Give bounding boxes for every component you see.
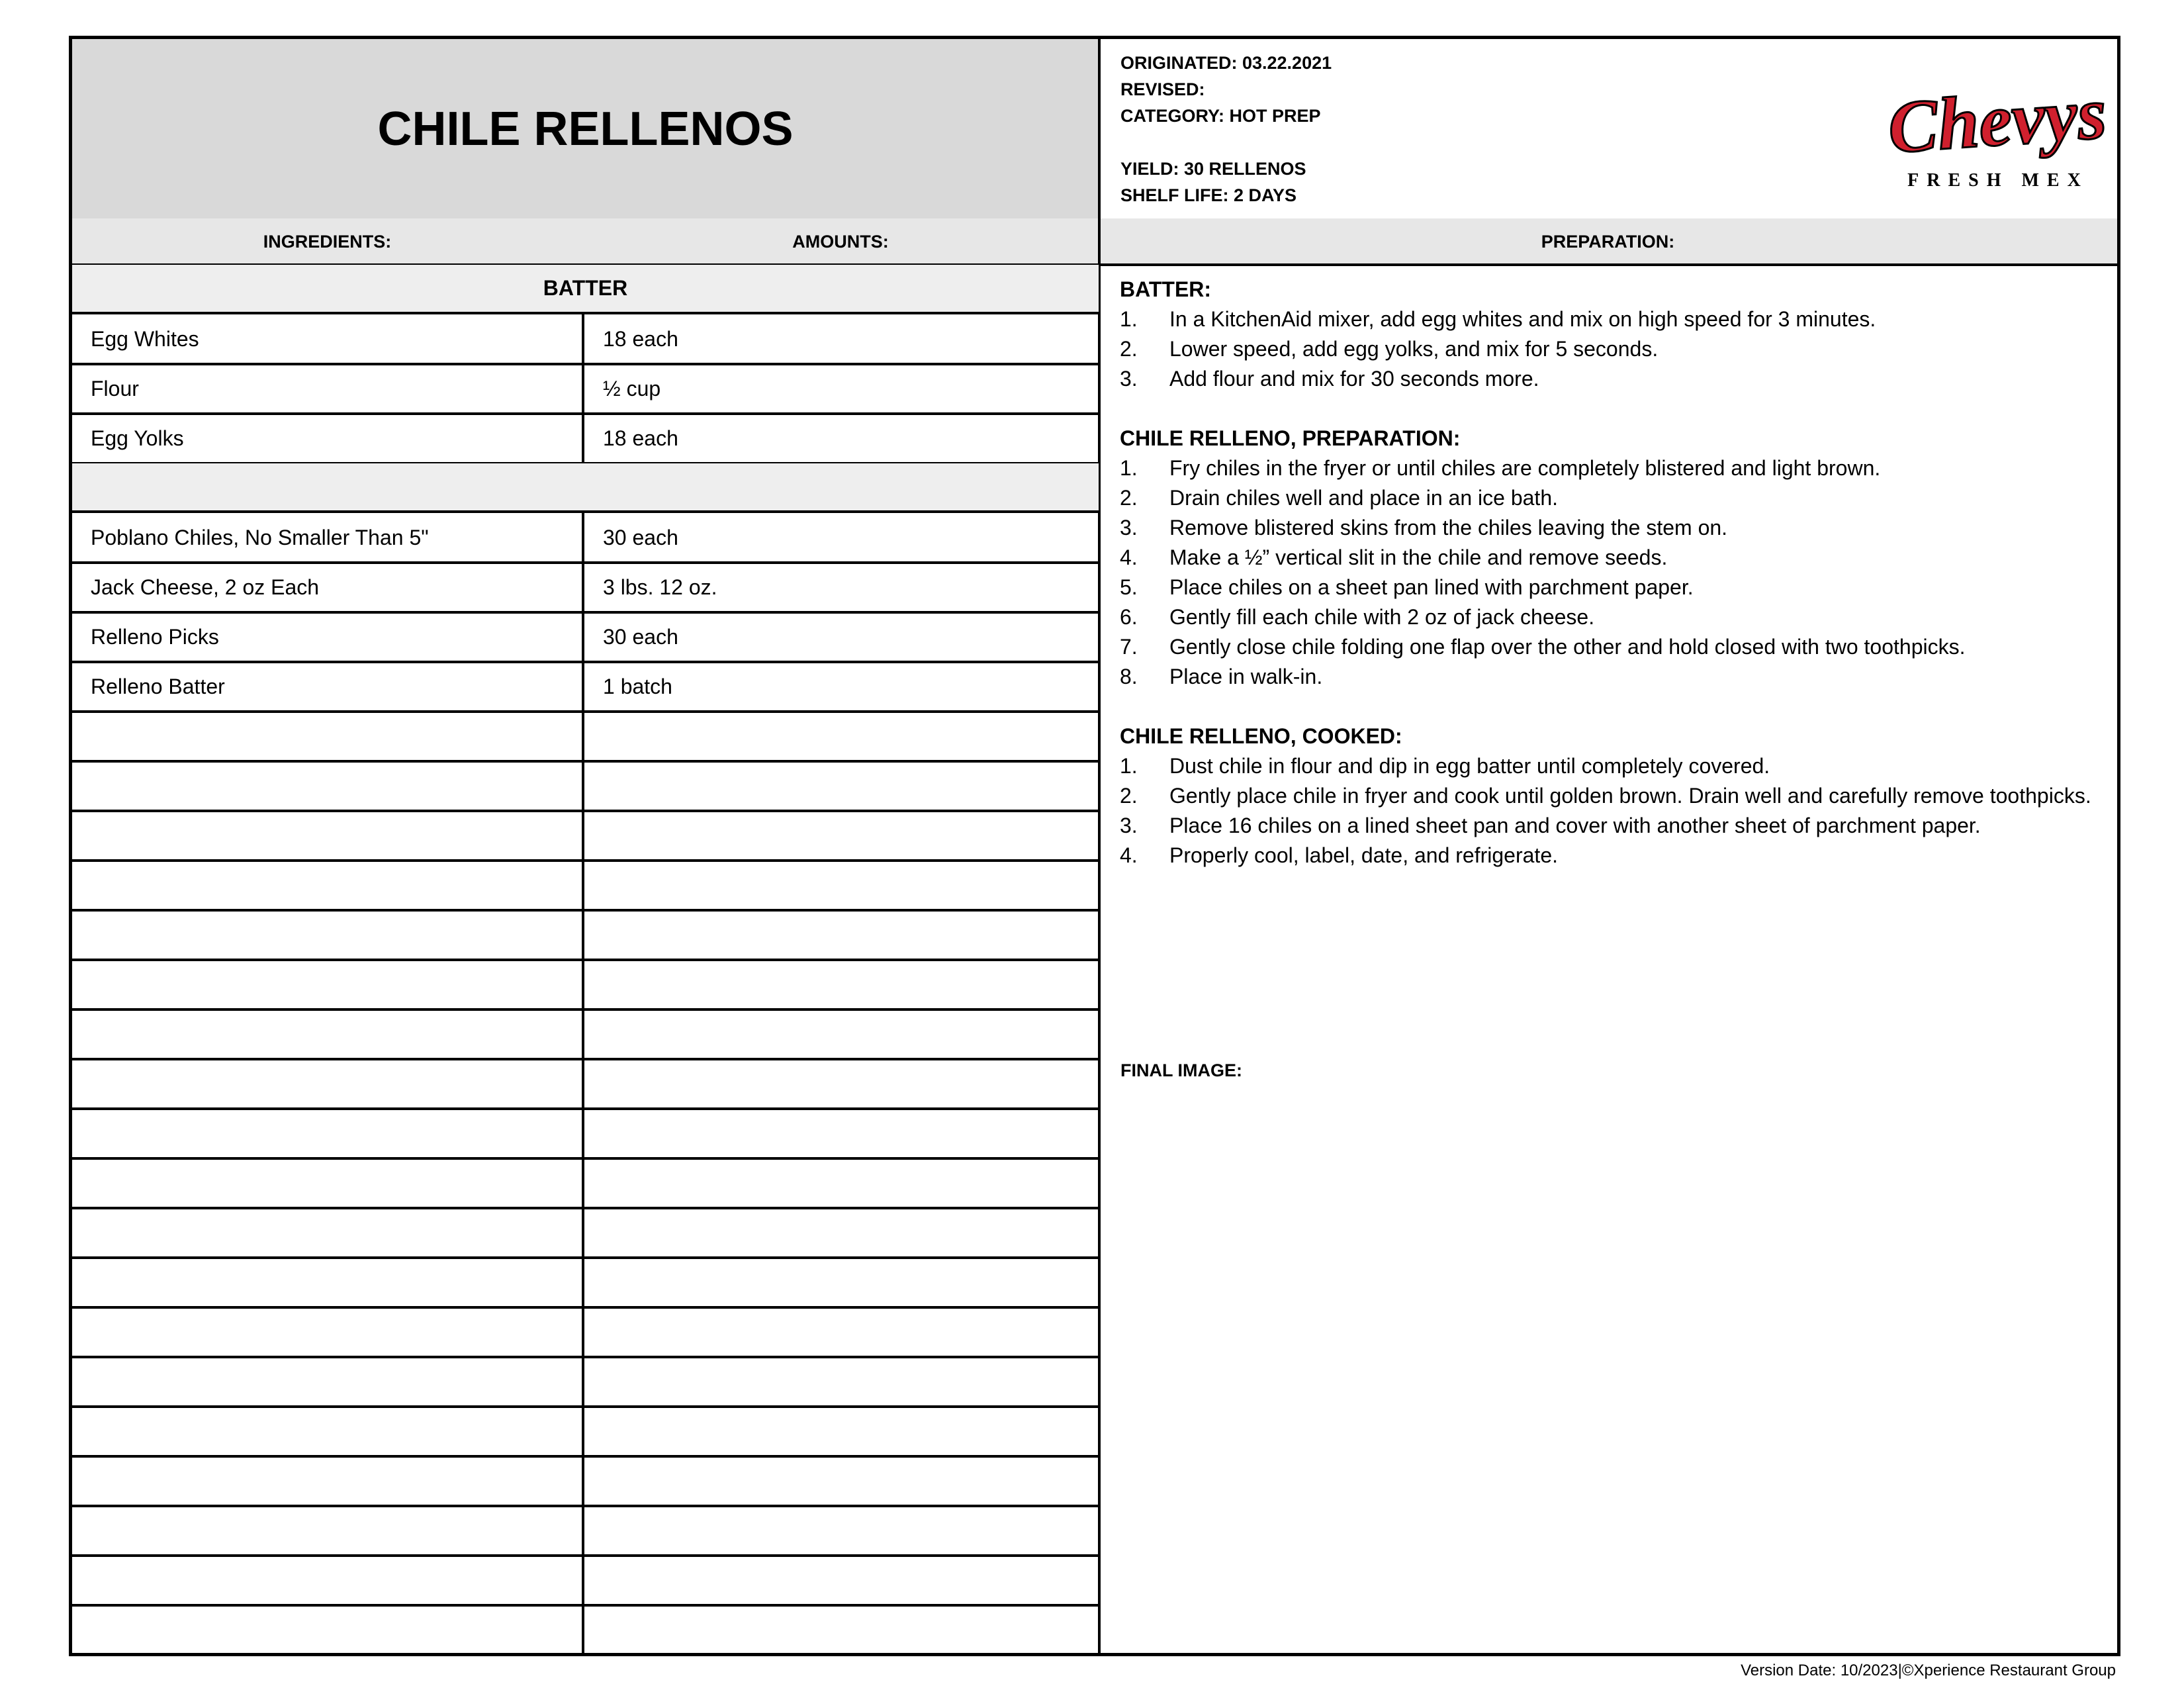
step-number: 8.	[1120, 665, 1138, 688]
step-number: 2.	[1120, 337, 1138, 361]
step-text: Drain chiles well and place in an ice bath.	[1169, 486, 1558, 510]
preparation-steps	[1120, 275, 2099, 870]
prep-step	[1120, 632, 2099, 662]
chevys-logo	[1886, 66, 2109, 224]
prep-step	[1120, 662, 2099, 692]
step-text: Add flour and mix for 30 seconds more.	[1169, 367, 1539, 391]
prep-step	[1120, 573, 2099, 602]
ingredient-name: Flour	[91, 377, 139, 400]
prep-step	[1120, 543, 2099, 573]
empty-row	[72, 1258, 1099, 1307]
preparation-header: PREPARATION:	[1541, 231, 1675, 252]
step-text: Fry chiles in the fryer or until chiles are completely blistered and light brown.	[1169, 456, 1881, 480]
ingredient-name: Poblano Chiles, No Smaller Than 5"	[91, 526, 429, 549]
step-number: 1.	[1120, 754, 1138, 778]
empty-row	[72, 1506, 1099, 1556]
blank-section-row	[72, 463, 1099, 510]
prep-step	[1120, 483, 2099, 513]
empty-row	[72, 1556, 1099, 1605]
ingredient-amount: 1 batch	[603, 675, 672, 698]
empty-row	[72, 1456, 1099, 1506]
empty-row	[72, 960, 1099, 1009]
empty-row	[72, 1208, 1099, 1258]
batter-section-label: BATTER	[543, 276, 628, 300]
step-number: 7.	[1120, 635, 1138, 659]
step-text: Make a ½” vertical slit in the chile and remove seeds.	[1169, 545, 1668, 569]
recipe-card	[69, 36, 2120, 1656]
step-number: 1.	[1120, 307, 1138, 331]
step-text: Properly cool, label, date, and refrigerate.	[1169, 843, 1558, 867]
prep-step	[1120, 334, 2099, 364]
empty-row	[72, 1307, 1099, 1357]
category: CATEGORY: HOT PREP	[1120, 106, 1321, 126]
step-number: 5.	[1120, 575, 1138, 599]
prep-section-heading: CHILE RELLENO, COOKED:	[1120, 724, 1402, 748]
step-text: Gently fill each chile with 2 oz of jack cheese.	[1169, 605, 1595, 629]
prep-step	[1120, 841, 2099, 870]
ingredient-name: Egg Yolks	[91, 426, 184, 450]
step-text: Remove blistered skins from the chiles leaving the stem on.	[1169, 516, 1728, 539]
step-text: Place 16 chiles on a lined sheet pan and cover with another sheet of parchment paper.	[1169, 814, 1981, 837]
ingredient-amount: 3 lbs. 12 oz.	[603, 575, 717, 599]
empty-row	[72, 712, 1099, 761]
step-text: Lower speed, add egg yolks, and mix for 5 seconds.	[1169, 337, 1659, 361]
originated-date: ORIGINATED: 03.22.2021	[1120, 53, 1332, 73]
ingredient-name: Egg Whites	[91, 327, 199, 351]
shelf-life: SHELF LIFE: 2 DAYS	[1120, 185, 1297, 205]
empty-row	[72, 1059, 1099, 1109]
step-text: In a KitchenAid mixer, add egg whites and mix on high speed for 3 minutes.	[1169, 307, 1876, 331]
logo-wordmark: Chevys	[1886, 71, 2109, 169]
recipe-title: CHILE RELLENOS	[377, 102, 794, 156]
revised-date: REVISED:	[1120, 79, 1205, 99]
prep-section-heading: BATTER:	[1120, 277, 1212, 301]
recipe-meta	[1120, 50, 1332, 209]
ingredient-amount: ½ cup	[603, 377, 661, 400]
step-number: 4.	[1120, 843, 1138, 867]
step-text: Dust chile in flour and dip in egg batter until completely covered.	[1169, 754, 1770, 778]
prep-step	[1120, 781, 2099, 811]
prep-step	[1120, 305, 2099, 334]
ingredient-amount: 18 each	[603, 426, 678, 450]
prep-step	[1120, 513, 2099, 543]
version-footer: Version Date: 10/2023|©Xperience Restaurant Group	[1741, 1662, 2116, 1679]
step-text: Place chiles on a sheet pan lined with parchment paper.	[1169, 575, 1694, 599]
prep-section-heading: CHILE RELLENO, PREPARATION:	[1120, 426, 1461, 450]
step-text: Place in walk-in.	[1169, 665, 1323, 688]
step-number: 3.	[1120, 814, 1138, 837]
prep-step	[1120, 453, 2099, 483]
amounts-header: AMOUNTS:	[792, 231, 889, 252]
prep-step	[1120, 602, 2099, 632]
ingredient-amount: 30 each	[603, 625, 678, 649]
prep-step	[1120, 811, 2099, 841]
empty-row	[72, 861, 1099, 910]
step-number: 3.	[1120, 516, 1138, 539]
empty-row	[72, 1605, 1099, 1655]
prep-step	[1120, 751, 2099, 781]
ingredients-header: INGREDIENTS:	[263, 231, 392, 252]
step-text: Gently close chile folding one flap over the other and hold closed with two toothpicks.	[1169, 635, 1966, 659]
ingredient-name: Relleno Batter	[91, 675, 225, 698]
logo-tagline: FRESH MEX	[1907, 170, 2089, 191]
empty-row	[72, 1407, 1099, 1456]
empty-row	[72, 761, 1099, 811]
ingredient-name: Jack Cheese, 2 oz Each	[91, 575, 320, 599]
empty-row	[72, 1158, 1099, 1208]
ingredient-amount: 18 each	[603, 327, 678, 351]
empty-row	[72, 1009, 1099, 1059]
empty-row	[72, 1357, 1099, 1407]
step-number: 2.	[1120, 486, 1138, 510]
ingredient-amount: 30 each	[603, 526, 678, 549]
prep-step	[1120, 364, 2099, 394]
ingredient-name: Relleno Picks	[91, 625, 219, 649]
empty-row	[72, 910, 1099, 960]
empty-row	[72, 811, 1099, 861]
final-image-label: FINAL IMAGE:	[1120, 1060, 1242, 1080]
step-text: Gently place chile in fryer and cook until golden brown. Drain well and carefully remove toothpicks.	[1169, 784, 2091, 808]
yield: YIELD: 30 RELLENOS	[1120, 159, 1306, 179]
step-number: 1.	[1120, 456, 1138, 480]
step-number: 6.	[1120, 605, 1138, 629]
step-number: 2.	[1120, 784, 1138, 808]
empty-row	[72, 1109, 1099, 1158]
step-number: 3.	[1120, 367, 1138, 391]
step-number: 4.	[1120, 545, 1138, 569]
